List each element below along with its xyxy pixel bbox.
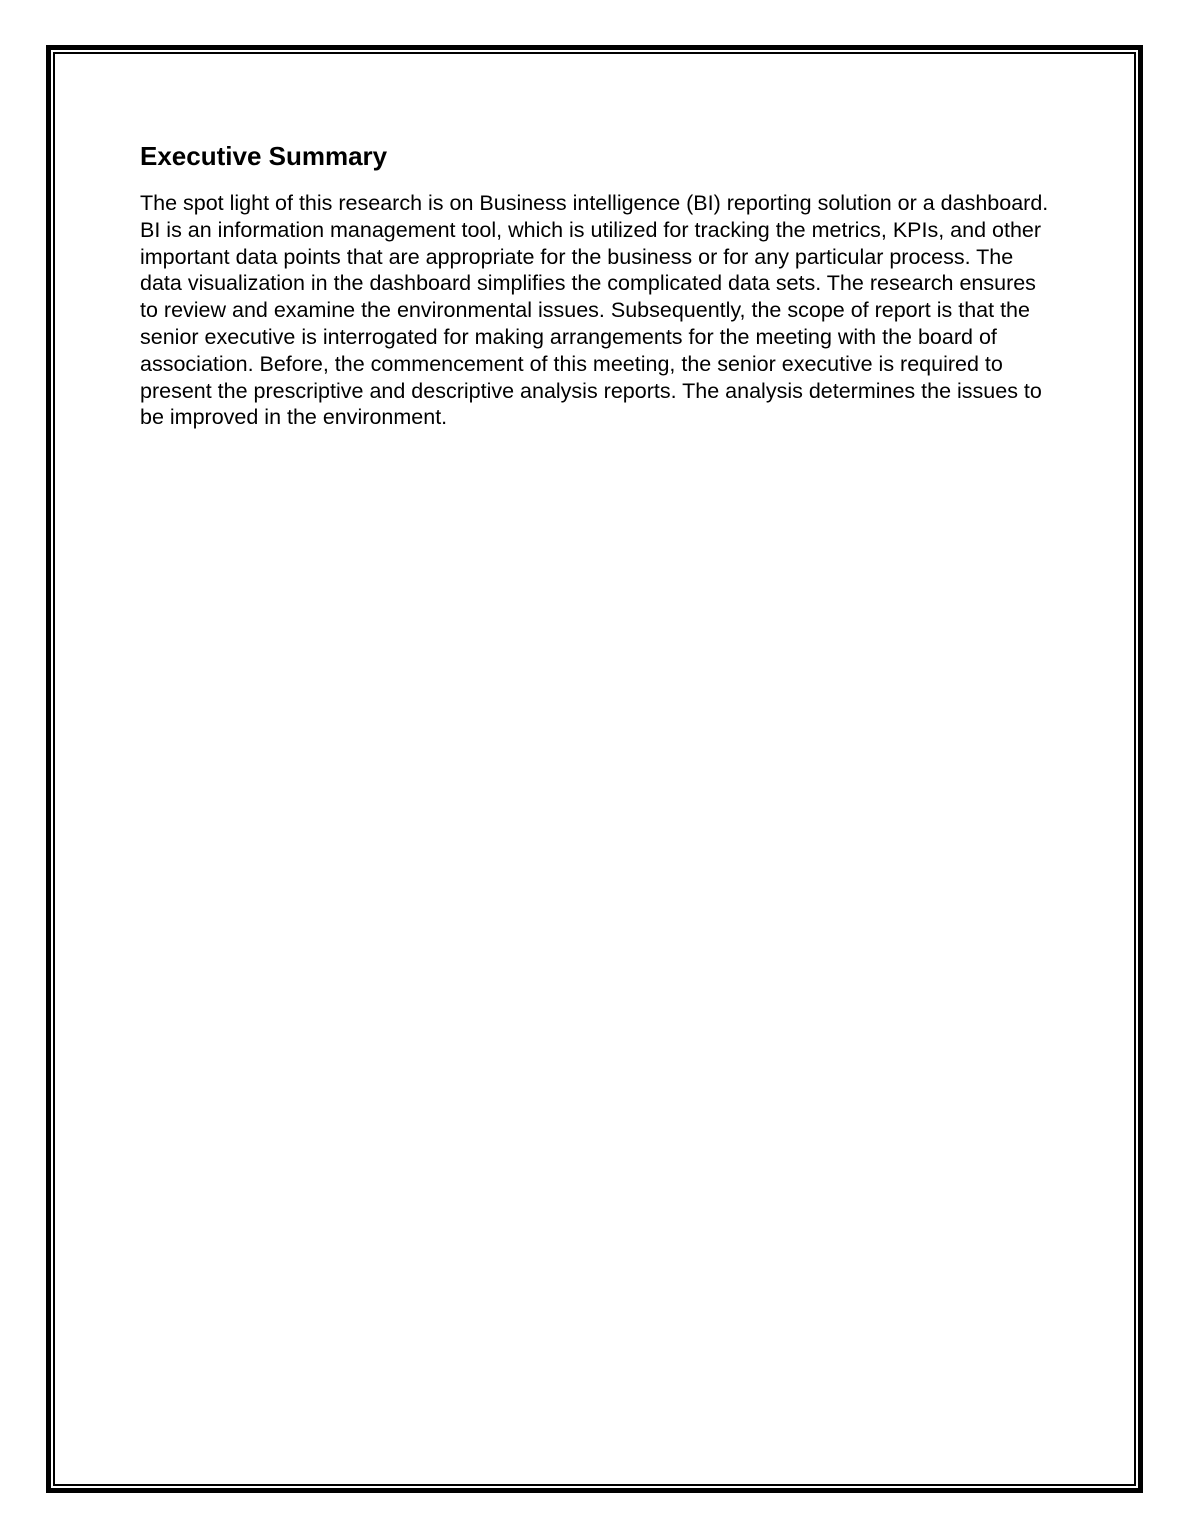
page-content	[140, 138, 1050, 431]
summary-paragraph: The spot light of this research is on Business intelligence (BI) reporting solution or a dashboard. BI is an information management tool, which is utilized for tracking the metrics, KPIs, and other important data points that are appropriate for the business or for any particular process. The data visualization in the dashboard simplifies the complicated data sets. The research ensures to review and examine the environmental issues. Subsequently, the scope of report is that the senior executive is interrogated for making arrangements for the meeting with the board of association. Before, the commencement of this meeting, the senior executive is required to present the prescriptive and descriptive analysis reports. The analysis determines the issues to be improved in the environment.	[140, 191, 1049, 430]
section-heading: Executive Summary	[140, 141, 388, 171]
